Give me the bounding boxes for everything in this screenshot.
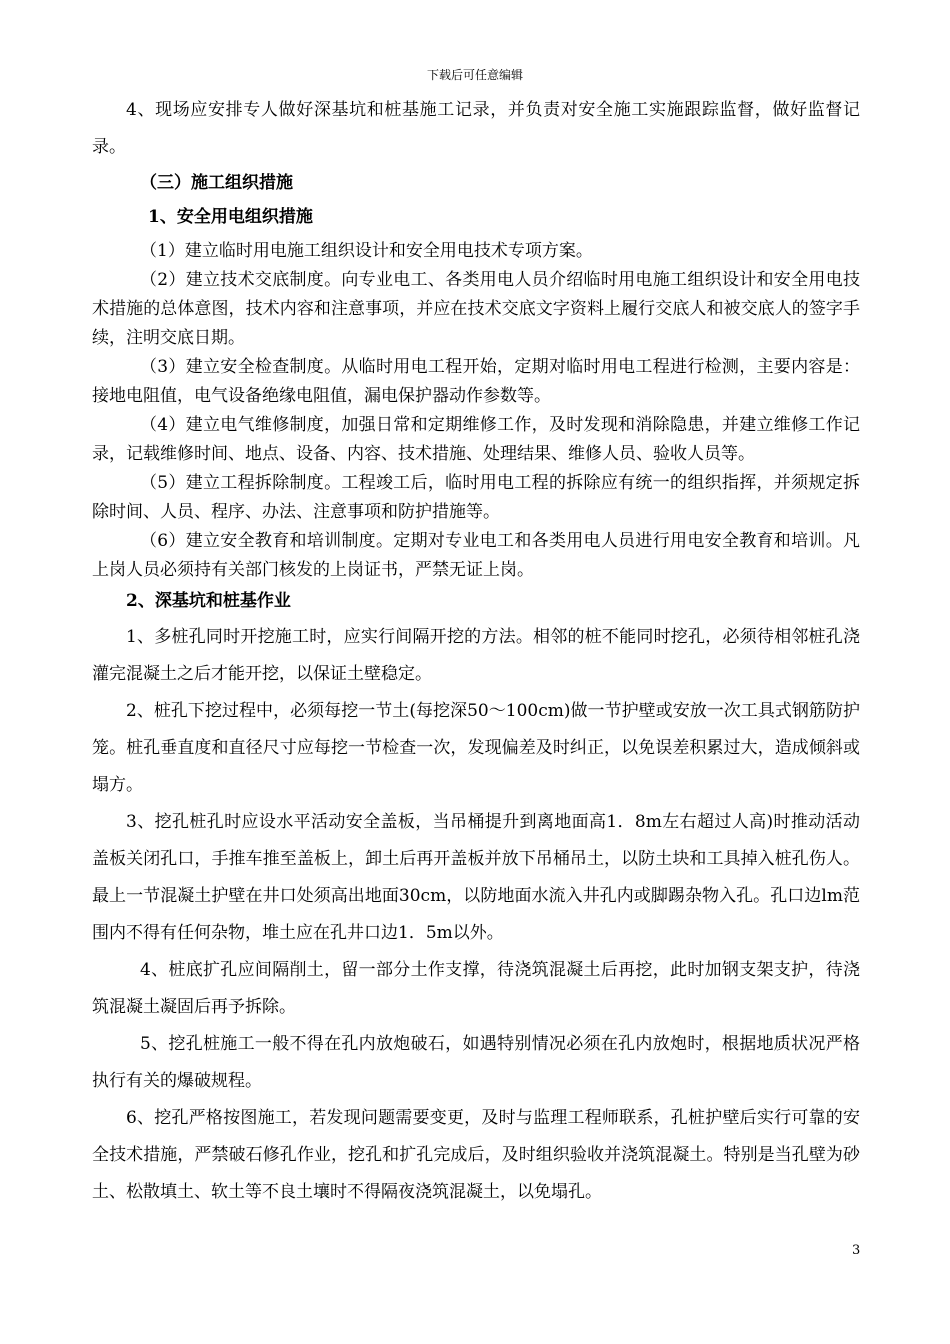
subsection-heading-electrical-safety: 1、安全用电组织措施 [148, 207, 313, 227]
item-electrical-3: （3）建立安全检查制度。从临时用电工程开始，定期对临时用电工程进行检测，主要内容是：接地电阻值，电气设备绝缘电阻值，漏电保护器动作参数等。 [92, 357, 860, 406]
item-foundation-5: 5、挖孔桩施工一般不得在孔内放炮破石，如遇特别情况必须在孔内放炮时，根据地质状况严格执行有关的爆破规程。 [92, 1034, 860, 1091]
section-heading-construction-organization: （三）施工组织措施 [140, 173, 293, 193]
item-foundation-4: 4、桩底扩孔应间隔削土，留一部分土作支撑，待浇筑混凝土后再挖，此时加钢支架支护，待浇筑混凝土凝固后再予拆除。 [92, 960, 860, 1017]
item-electrical-2: （2）建立技术交底制度。向专业电工、各类用电人员介绍临时用电施工组织设计和安全用电技术措施的总体意图，技术内容和注意事项，并应在技术交底文字资料上履行交底人和被交底人的签字手续，注明交底日期。 [92, 270, 860, 348]
item-foundation-6: 6、挖孔严格按图施工，若发现问题需要变更，及时与监理工程师联系，孔桩护壁后实行可靠的安全技术措施，严禁破石修孔作业，挖孔和扩孔完成后，及时组织验收并浇筑混凝土。特别是当孔壁为砂土、松散填土、软土等不良土壤时不得隔夜浇筑混凝土，以免塌孔。 [92, 1108, 860, 1202]
item-foundation-3: 3、挖孔桩孔时应设水平活动安全盖板，当吊桶提升到离地面高1．8m左右超过人高)时推动活动盖板关闭孔口，手推车推至盖板上，卸土后再开盖板并放下吊桶吊土，以防土块和工具掉入桩孔伤人。最上一节混凝土护壁在井口处须高出地面30cm，以防地面水流入井孔内或脚踢杂物入孔。孔口边lm范围内不得有任何杂物，堆土应在孔井口边1．5m以外。 [92, 812, 860, 943]
item-foundation-2: 2、桩孔下挖过程中，必须每挖一节土(每挖深50～100cm)做一节护壁或安放一次工具式钢筋防护笼。桩孔垂直度和直径尺寸应每挖一节检查一次，发现偏差及时纠正，以免误差积累过大，造成倾斜或塌方。 [92, 701, 860, 795]
item-electrical-6: （6）建立安全教育和培训制度。定期对专业电工和各类用电人员进行用电安全教育和培训。凡上岗人员必须持有关部门核发的上岗证书，严禁无证上岗。 [92, 531, 860, 580]
page-number: 3 [852, 1243, 861, 1258]
item-electrical-1: （1）建立临时用电施工组织设计和安全用电技术专项方案。 [140, 241, 593, 261]
subsection-heading-deep-foundation: 2、深基坑和桩基作业 [126, 591, 291, 611]
document-body [92, 92, 860, 1211]
item-electrical-4: （4）建立电气维修制度，加强日常和定期维修工作，及时发现和消除隐患，并建立维修工作记录，记载维修时间、地点、设备、内容、技术措施、处理结果、维修人员、验收人员等。 [92, 415, 860, 464]
item-foundation-1: 1、多桩孔同时开挖施工时，应实行间隔开挖的方法。相邻的桩不能同时挖孔，必须待相邻桩孔浇灌完混凝土之后才能开挖，以保证土壁稳定。 [92, 627, 860, 684]
paragraph-supervision-record: 4、现场应安排专人做好深基坑和桩基施工记录，并负责对安全施工实施跟踪监督，做好监督记录。 [92, 100, 860, 157]
header-note: 下载后可任意编辑 [426, 68, 523, 82]
item-electrical-5: （5）建立工程拆除制度。工程竣工后，临时用电工程的拆除应有统一的组织指挥，并须规定拆除时间、人员、程序、办法、注意事项和防护措施等。 [92, 473, 860, 522]
